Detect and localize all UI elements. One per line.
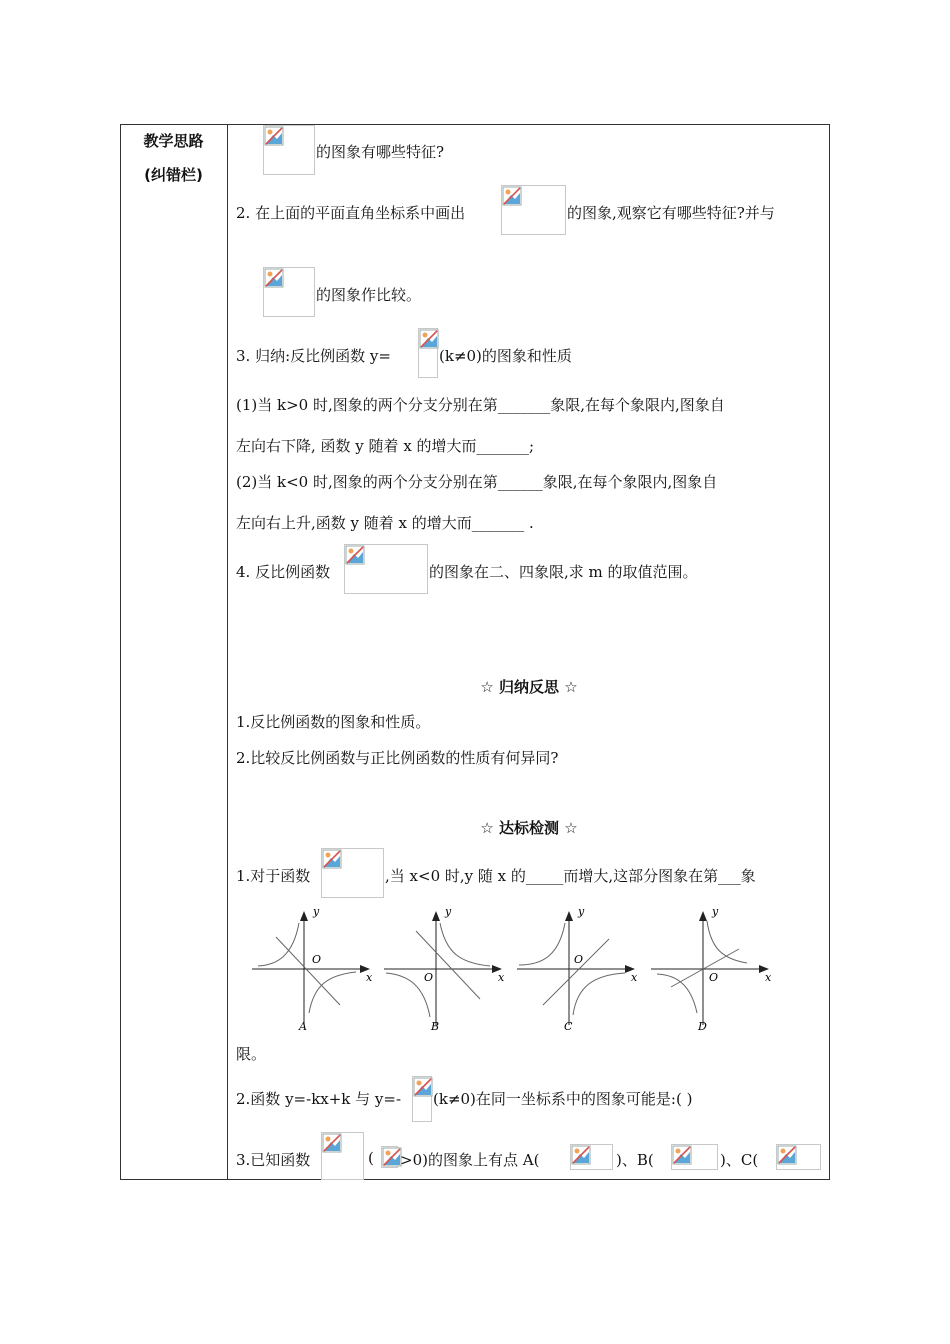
formula-image xyxy=(344,544,428,594)
broken-image-icon xyxy=(502,186,522,206)
formula-image xyxy=(412,1076,432,1122)
q4-text-2: 的图象在二、四象限,求 m 的取值范围。 xyxy=(429,563,698,581)
broken-image-icon xyxy=(345,545,365,565)
y-axis-label: y xyxy=(445,905,452,918)
origin-label: O xyxy=(312,953,322,966)
graph-label-a: A xyxy=(299,1020,307,1033)
q2-text-2: 的图象,观察它有哪些特征?并与 xyxy=(567,204,775,222)
graph-b xyxy=(380,905,510,1039)
y-axis-label: y xyxy=(313,905,320,918)
test-3-text-4: )、B( xyxy=(616,1151,654,1169)
q2-text-3: 的图象作比较。 xyxy=(316,286,422,304)
formula-image xyxy=(263,125,315,175)
broken-image-icon xyxy=(419,329,439,349)
q4-text: 4. 反比例函数 xyxy=(236,563,331,581)
broken-image-icon xyxy=(777,1145,797,1165)
formula-image xyxy=(501,185,566,235)
q1-text: 的图象有哪些特征? xyxy=(316,143,445,161)
test-heading: ☆ 达标检测 ☆ xyxy=(480,819,578,837)
broken-image-icon xyxy=(571,1145,591,1165)
broken-image-icon xyxy=(413,1077,433,1097)
x-axis-label: x xyxy=(366,971,373,984)
graph-c xyxy=(513,905,643,1039)
left-column-subtitle: (纠错栏) xyxy=(144,166,203,184)
broken-image-icon xyxy=(264,126,284,146)
test-1-text-2: ,当 x<0 时,y 随 x 的_____而增大,这部分图象在第___象 xyxy=(385,867,756,885)
property-1-line-1: (1)当 k>0 时,图象的两个分支分别在第_______象限,在每个象限内,图象自 xyxy=(236,396,725,414)
graph-label-b: B xyxy=(431,1020,440,1033)
test-3-text: 3.已知函数 xyxy=(236,1151,311,1169)
q3-text: 3. 归纳:反比例函数 y= xyxy=(236,347,391,365)
column-divider xyxy=(227,124,228,1180)
test-3-text-2: ( xyxy=(368,1149,374,1167)
test-3-text-3: >0)的图象上有点 A( xyxy=(400,1151,540,1169)
reflection-heading: ☆ 归纳反思 ☆ xyxy=(480,678,578,696)
formula-image xyxy=(263,267,315,317)
reflection-item-1: 1.反比例函数的图象和性质。 xyxy=(236,713,431,731)
test-1-tail: 限。 xyxy=(236,1045,267,1063)
formula-image xyxy=(671,1144,718,1170)
y-axis-label: y xyxy=(578,905,585,918)
test-2-text-2: (k≠0)在同一坐标系中的图象可能是:( ) xyxy=(433,1090,693,1108)
x-axis-label: x xyxy=(498,971,505,984)
x-axis-label: x xyxy=(631,971,638,984)
broken-image-icon xyxy=(322,1133,342,1153)
property-1-line-2: 左向右下降, 函数 y 随着 x 的增大而_______; xyxy=(236,437,535,455)
test-1-text: 1.对于函数 xyxy=(236,867,311,885)
graph-label-c: C xyxy=(564,1020,573,1033)
graph-a xyxy=(248,905,378,1039)
formula-image xyxy=(776,1144,821,1170)
formula-image xyxy=(321,1132,364,1180)
origin-label: O xyxy=(709,971,719,984)
origin-label: O xyxy=(574,953,584,966)
q3-text-2: (k≠0)的图象和性质 xyxy=(439,347,572,365)
formula-image xyxy=(418,328,438,378)
broken-image-icon xyxy=(322,849,342,869)
y-axis-label: y xyxy=(712,905,719,918)
q2-text: 2. 在上面的平面直角坐标系中画出 xyxy=(236,204,466,222)
test-3-text-5: )、C( xyxy=(720,1151,759,1169)
formula-image xyxy=(321,848,384,898)
broken-image-icon xyxy=(382,1147,402,1167)
formula-image xyxy=(381,1146,398,1168)
graph-label-d: D xyxy=(698,1020,707,1033)
origin-label: O xyxy=(424,971,434,984)
x-axis-label: x xyxy=(765,971,772,984)
property-2-line-2: 左向右上升,函数 y 随着 x 的增大而_______ . xyxy=(236,514,534,532)
left-column-title: 教学思路 xyxy=(143,132,204,150)
property-2-line-1: (2)当 k<0 时,图象的两个分支分别在第______象限,在每个象限内,图象自 xyxy=(236,473,718,491)
formula-image xyxy=(570,1144,613,1170)
test-2-text: 2.函数 y=-kx+k 与 y=- xyxy=(236,1090,402,1108)
graph-d xyxy=(647,905,777,1039)
broken-image-icon xyxy=(672,1145,692,1165)
broken-image-icon xyxy=(264,268,284,288)
reflection-item-2: 2.比较反比例函数与正比例函数的性质有何异同? xyxy=(236,749,559,767)
